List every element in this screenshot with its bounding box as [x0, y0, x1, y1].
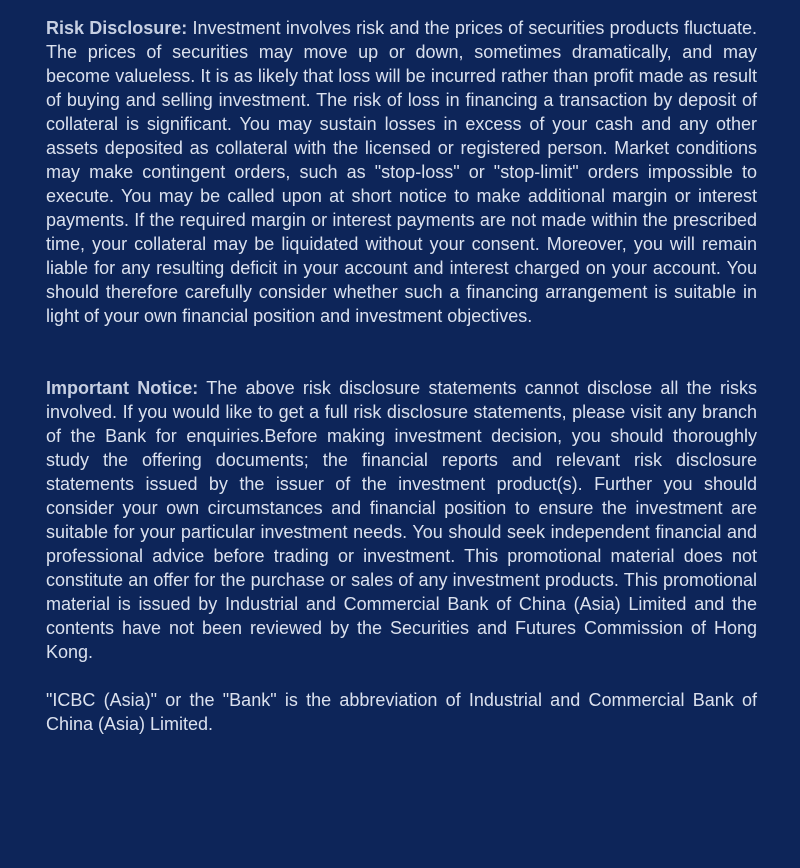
important-notice-body: The above risk disclosure statements cannot disclose all the risks involved. If you would like to get a full risk disclosure statements, please visit any branch of the Bank for enquiries.Before making investment decision, you should thoroughly study the offering documents; the financial reports and relevant risk disclosure statements issued by the issuer of the investment product(s). Further you should consider your own circumstances and financial position to ensure the investment are suitable for your particular investment needs. You should seek independent financial and professional advice before trading or investment. This promotional material does not constitute an offer for the purchase or sales of any investment products. This promotional material is issued by Industrial and Commercial Bank of China (Asia) Limited and the contents have not been reviewed by the Securities and Futures Commission of Hong Kong.	[46, 378, 757, 662]
important-notice-heading: Important Notice:	[46, 378, 199, 398]
risk-disclosure-paragraph	[46, 16, 757, 328]
important-notice-paragraph	[46, 376, 757, 664]
abbreviation-note: "ICBC (Asia)" or the "Bank" is the abbreviation of Industrial and Commercial Bank of China (Asia) Limited.	[46, 690, 757, 734]
risk-disclosure-body: Investment involves risk and the prices of securities products fluctuate. The prices of securities may move up or down, sometimes dramatically, and may become valueless. It is as likely that loss will be incurred rather than profit made as result of buying and selling investment. The risk of loss in financing a transaction by deposit of collateral is significant. You may sustain losses in excess of your cash and any other assets deposited as collateral with the licensed or registered person. Market conditions may make contingent orders, such as "stop-loss" or "stop-limit" orders impossible to execute. You may be called upon at short notice to make additional margin or interest payments. If the required margin or interest payments are not made within the prescribed time, your collateral may be liquidated without your consent. Moreover, you will remain liable for any resulting deficit in your account and interest charged on your account. You should therefore carefully consider whether such a financing arrangement is suitable in light of your own financial position and investment objectives.	[46, 18, 758, 326]
risk-disclosure-heading: Risk Disclosure:	[46, 18, 188, 38]
